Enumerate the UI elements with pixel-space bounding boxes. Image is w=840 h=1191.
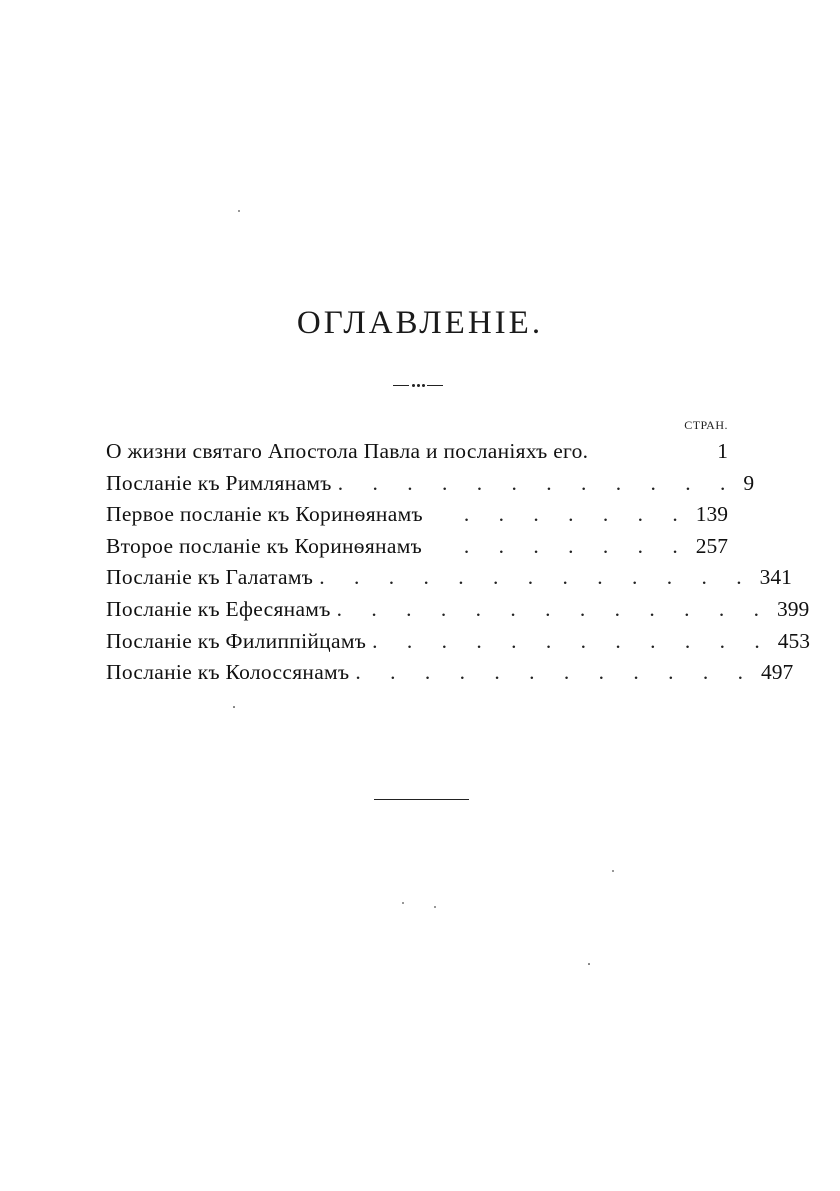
paper-speck — [233, 706, 235, 708]
toc-entry[interactable] — [106, 531, 728, 563]
toc-leader: . . . . . . . — [463, 502, 690, 527]
page-title: ОГЛАВЛЕНІЕ. — [296, 305, 544, 341]
toc-entry-page: 257 — [695, 533, 728, 558]
toc-entry-page: 497 — [760, 660, 794, 685]
toc-entry-page: 9 — [743, 470, 755, 495]
toc-entry[interactable] — [106, 626, 811, 658]
toc-entry-title: Первое посланіе къ Коринѳянамъ — [106, 502, 423, 527]
title-ornament — [393, 383, 443, 389]
toc-entry-title: Посланіе къ Колоссянамъ — [106, 660, 350, 685]
page-column-label: СТРАН. — [684, 418, 728, 432]
paper-speck — [238, 210, 240, 212]
ornament-dot — [422, 384, 425, 387]
ornament-dot — [417, 384, 420, 387]
toc-entry-title: Посланіе къ Ефесянамъ — [106, 596, 331, 621]
toc-leader: . . . . . . . . . . . . — [337, 470, 738, 495]
ornament-line-right — [427, 385, 443, 386]
toc-entry[interactable] — [106, 436, 728, 468]
toc-entry[interactable] — [106, 562, 792, 594]
toc-entry-title: Посланіе къ Филиппійцамъ — [106, 628, 367, 653]
toc-entry[interactable] — [106, 657, 794, 689]
toc-entry[interactable] — [106, 499, 728, 531]
toc-entry-title: Посланіе къ Галатамъ — [106, 565, 314, 590]
toc-entry-page: 399 — [776, 596, 810, 621]
toc-leader: . . . . . . . . . . . . — [355, 660, 755, 685]
toc-entry-title: Посланіе къ Римлянамъ — [106, 470, 332, 495]
toc-entry[interactable] — [106, 594, 810, 626]
toc-entry[interactable] — [106, 468, 755, 500]
table-of-contents — [106, 436, 811, 689]
closing-rule — [374, 799, 469, 800]
paper-speck — [402, 902, 404, 904]
toc-leader: . . . . . . . . . . . . — [372, 628, 772, 653]
toc-entry-page: 341 — [759, 565, 792, 590]
ornament-dot — [412, 384, 415, 387]
paper-speck — [434, 906, 436, 908]
toc-leader: . . . . . . . — [463, 533, 690, 558]
paper-speck — [588, 963, 590, 965]
toc-entry-page: 1 — [717, 439, 728, 463]
toc-leader: . . . . . . . . . . . . . — [319, 565, 754, 590]
ornament-line-left — [393, 385, 409, 386]
toc-entry-page: 139 — [695, 502, 728, 527]
paper-speck — [612, 870, 614, 872]
toc-entry-title: Второе посланіе къ Коринѳянамъ — [106, 533, 423, 558]
toc-entry-page: 453 — [777, 628, 811, 653]
toc-leader: . . . . . . . . . . . . . — [336, 596, 771, 621]
toc-entry-title: О жизни святаго Апостола Павла и посланіяхъ его. — [106, 439, 589, 463]
